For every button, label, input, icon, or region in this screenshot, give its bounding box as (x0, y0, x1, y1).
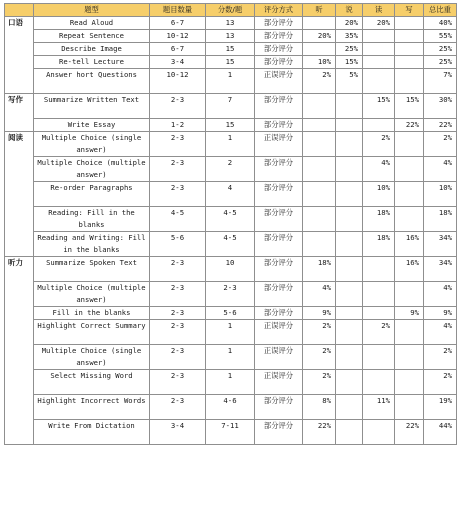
question-count-cell: 2-3 (150, 320, 206, 345)
reading-weight-cell: 20% (363, 17, 395, 30)
reading-weight-cell (363, 345, 395, 370)
total-weight-cell: 4% (424, 320, 457, 345)
writing-weight-cell (395, 43, 424, 56)
table-row (5, 157, 457, 182)
total-weight-cell: 18% (424, 207, 457, 232)
listening-weight-cell (303, 182, 336, 207)
scoring-method-cell: 部分评分 (255, 257, 303, 282)
total-weight-cell: 2% (424, 132, 457, 157)
listening-weight-cell (303, 17, 336, 30)
table-row (5, 207, 457, 232)
writing-weight-cell (395, 30, 424, 43)
scoring-method-cell: 部分评分 (255, 119, 303, 132)
task-type-cell: Reading: Fill in the blanks (34, 207, 150, 232)
header-speaking: 说 (336, 4, 363, 17)
listening-weight-cell (303, 132, 336, 157)
writing-weight-cell (395, 395, 424, 420)
writing-weight-cell (395, 132, 424, 157)
total-weight-cell: 2% (424, 370, 457, 395)
question-count-cell: 6-7 (150, 43, 206, 56)
reading-weight-cell (363, 370, 395, 395)
question-count-cell: 6-7 (150, 17, 206, 30)
scoring-method-cell: 正误评分 (255, 132, 303, 157)
header-section (5, 4, 34, 17)
table-row (5, 282, 457, 307)
scoring-method-cell: 部分评分 (255, 395, 303, 420)
writing-weight-cell: 16% (395, 257, 424, 282)
score-cell: 2 (206, 157, 255, 182)
score-cell: 4-6 (206, 395, 255, 420)
reading-weight-cell (363, 420, 395, 445)
writing-weight-cell: 22% (395, 119, 424, 132)
score-cell: 4-5 (206, 232, 255, 257)
task-type-cell: Answer hort Questions (34, 69, 150, 94)
task-type-cell: Write From Dictation (34, 420, 150, 445)
task-type-cell: Multiple Choice (multiple answer) (34, 157, 150, 182)
task-type-cell: Fill in the blanks (34, 307, 150, 320)
task-type-cell: Highlight Correct Summary (34, 320, 150, 345)
listening-weight-cell: 22% (303, 420, 336, 445)
score-cell: 15 (206, 56, 255, 69)
listening-weight-cell (303, 157, 336, 182)
listening-weight-cell (303, 119, 336, 132)
score-cell: 5-6 (206, 307, 255, 320)
speaking-weight-cell (336, 395, 363, 420)
table-row (5, 43, 457, 56)
question-count-cell: 2-3 (150, 282, 206, 307)
question-count-cell: 3-4 (150, 56, 206, 69)
reading-weight-cell: 2% (363, 132, 395, 157)
question-count-cell: 2-3 (150, 94, 206, 119)
task-type-cell: Read Aloud (34, 17, 150, 30)
question-count-cell: 10-12 (150, 30, 206, 43)
task-type-cell: Multiple Choice (single answer) (34, 345, 150, 370)
score-cell: 13 (206, 30, 255, 43)
reading-weight-cell: 2% (363, 320, 395, 345)
listening-weight-cell: 9% (303, 307, 336, 320)
listening-weight-cell (303, 43, 336, 56)
speaking-weight-cell (336, 119, 363, 132)
scoring-method-cell: 部分评分 (255, 157, 303, 182)
question-count-cell: 2-3 (150, 132, 206, 157)
speaking-weight-cell (336, 320, 363, 345)
writing-weight-cell: 16% (395, 232, 424, 257)
total-weight-cell: 55% (424, 30, 457, 43)
table-row (5, 119, 457, 132)
header-writing: 写 (395, 4, 424, 17)
speaking-weight-cell: 15% (336, 56, 363, 69)
question-count-cell: 2-3 (150, 345, 206, 370)
question-count-cell: 3-4 (150, 420, 206, 445)
scoring-method-cell: 部分评分 (255, 94, 303, 119)
writing-weight-cell: 22% (395, 420, 424, 445)
pte-scoring-table (4, 3, 457, 445)
total-weight-cell: 4% (424, 282, 457, 307)
speaking-weight-cell (336, 257, 363, 282)
scoring-method-cell: 正误评分 (255, 320, 303, 345)
scoring-method-cell: 部分评分 (255, 420, 303, 445)
task-type-cell: Summarize Written Text (34, 94, 150, 119)
score-cell: 1 (206, 345, 255, 370)
header-question-count: 题目数量 (150, 4, 206, 17)
task-type-cell: Summarize Spoken Text (34, 257, 150, 282)
task-type-cell: Reading and Writing: Fill in the blanks (34, 232, 150, 257)
reading-weight-cell (363, 30, 395, 43)
score-cell: 13 (206, 17, 255, 30)
total-weight-cell: 25% (424, 56, 457, 69)
scoring-method-cell: 部分评分 (255, 282, 303, 307)
question-count-cell: 2-3 (150, 395, 206, 420)
question-count-cell: 2-3 (150, 182, 206, 207)
score-cell: 15 (206, 119, 255, 132)
scoring-method-cell: 部分评分 (255, 56, 303, 69)
table-row (5, 370, 457, 395)
speaking-weight-cell (336, 282, 363, 307)
task-type-cell: Select Missing Word (34, 370, 150, 395)
reading-weight-cell (363, 307, 395, 320)
scoring-method-cell: 部分评分 (255, 232, 303, 257)
score-cell: 2-3 (206, 282, 255, 307)
table-row (5, 30, 457, 43)
speaking-weight-cell (336, 132, 363, 157)
table-row (5, 182, 457, 207)
total-weight-cell: 25% (424, 43, 457, 56)
task-type-cell: Write Essay (34, 119, 150, 132)
header-score-per-question: 分数/题 (206, 4, 255, 17)
score-cell: 4 (206, 182, 255, 207)
scoring-method-cell: 部分评分 (255, 43, 303, 56)
task-type-cell: Multiple Choice (single answer) (34, 132, 150, 157)
table-row (5, 132, 457, 157)
writing-weight-cell (395, 17, 424, 30)
task-type-cell: Multiple Choice (multiple answer) (34, 282, 150, 307)
listening-weight-cell: 2% (303, 345, 336, 370)
listening-weight-cell: 2% (303, 320, 336, 345)
scoring-method-cell: 正误评分 (255, 69, 303, 94)
reading-weight-cell (363, 282, 395, 307)
speaking-weight-cell (336, 207, 363, 232)
writing-weight-cell (395, 157, 424, 182)
question-count-cell: 5-6 (150, 232, 206, 257)
score-cell: 10 (206, 257, 255, 282)
score-cell: 7 (206, 94, 255, 119)
writing-weight-cell (395, 182, 424, 207)
question-count-cell: 4-5 (150, 207, 206, 232)
question-count-cell: 2-3 (150, 257, 206, 282)
scoring-method-cell: 部分评分 (255, 17, 303, 30)
header-reading: 读 (363, 4, 395, 17)
reading-weight-cell: 11% (363, 395, 395, 420)
writing-weight-cell: 9% (395, 307, 424, 320)
writing-weight-cell: 15% (395, 94, 424, 119)
speaking-weight-cell: 20% (336, 17, 363, 30)
table-row (5, 56, 457, 69)
total-weight-cell: 34% (424, 232, 457, 257)
task-type-cell: Re-tell Lecture (34, 56, 150, 69)
reading-weight-cell: 18% (363, 207, 395, 232)
header-row (5, 4, 457, 17)
table-row (5, 257, 457, 282)
section-label: 听力 (5, 257, 34, 445)
scoring-method-cell: 部分评分 (255, 307, 303, 320)
writing-weight-cell (395, 320, 424, 345)
reading-weight-cell: 15% (363, 94, 395, 119)
question-count-cell: 2-3 (150, 307, 206, 320)
scoring-method-cell: 部分评分 (255, 207, 303, 232)
section-label: 写作 (5, 94, 34, 132)
table-header (5, 4, 457, 17)
reading-weight-cell (363, 119, 395, 132)
reading-weight-cell (363, 43, 395, 56)
total-weight-cell: 10% (424, 182, 457, 207)
writing-weight-cell (395, 345, 424, 370)
speaking-weight-cell: 35% (336, 30, 363, 43)
total-weight-cell: 19% (424, 395, 457, 420)
table-row (5, 345, 457, 370)
table-body (5, 17, 457, 445)
header-scoring-method: 评分方式 (255, 4, 303, 17)
total-weight-cell: 40% (424, 17, 457, 30)
listening-weight-cell (303, 94, 336, 119)
listening-weight-cell: 10% (303, 56, 336, 69)
score-cell: 1 (206, 69, 255, 94)
table-row (5, 320, 457, 345)
total-weight-cell: 2% (424, 345, 457, 370)
header-total-weight: 总比重 (424, 4, 457, 17)
reading-weight-cell (363, 56, 395, 69)
reading-weight-cell: 10% (363, 182, 395, 207)
question-count-cell: 1-2 (150, 119, 206, 132)
speaking-weight-cell (336, 94, 363, 119)
listening-weight-cell: 18% (303, 257, 336, 282)
speaking-weight-cell (336, 345, 363, 370)
question-count-cell: 10-12 (150, 69, 206, 94)
writing-weight-cell (395, 69, 424, 94)
table-row (5, 94, 457, 119)
reading-weight-cell (363, 69, 395, 94)
question-count-cell: 2-3 (150, 157, 206, 182)
listening-weight-cell: 4% (303, 282, 336, 307)
speaking-weight-cell (336, 157, 363, 182)
reading-weight-cell: 18% (363, 232, 395, 257)
listening-weight-cell: 8% (303, 395, 336, 420)
task-type-cell: Re-order Paragraphs (34, 182, 150, 207)
writing-weight-cell (395, 282, 424, 307)
task-type-cell: Describe Image (34, 43, 150, 56)
speaking-weight-cell (336, 307, 363, 320)
total-weight-cell: 7% (424, 69, 457, 94)
question-count-cell: 2-3 (150, 370, 206, 395)
task-type-cell: Highlight Incorrect Words (34, 395, 150, 420)
score-cell: 15 (206, 43, 255, 56)
score-cell: 1 (206, 132, 255, 157)
section-label: 阅读 (5, 132, 34, 257)
listening-weight-cell: 2% (303, 370, 336, 395)
total-weight-cell: 22% (424, 119, 457, 132)
score-cell: 4-5 (206, 207, 255, 232)
listening-weight-cell: 20% (303, 30, 336, 43)
writing-weight-cell (395, 56, 424, 69)
scoring-method-cell: 部分评分 (255, 30, 303, 43)
table-row (5, 307, 457, 320)
score-cell: 1 (206, 320, 255, 345)
speaking-weight-cell: 25% (336, 43, 363, 56)
scoring-method-cell: 正误评分 (255, 370, 303, 395)
table-row (5, 395, 457, 420)
table-row (5, 232, 457, 257)
speaking-weight-cell: 5% (336, 69, 363, 94)
total-weight-cell: 44% (424, 420, 457, 445)
speaking-weight-cell (336, 370, 363, 395)
listening-weight-cell: 2% (303, 69, 336, 94)
total-weight-cell: 34% (424, 257, 457, 282)
table-row (5, 420, 457, 445)
listening-weight-cell (303, 207, 336, 232)
speaking-weight-cell (336, 420, 363, 445)
reading-weight-cell (363, 257, 395, 282)
writing-weight-cell (395, 207, 424, 232)
scoring-method-cell: 部分评分 (255, 182, 303, 207)
scoring-method-cell: 正误评分 (255, 345, 303, 370)
total-weight-cell: 9% (424, 307, 457, 320)
score-cell: 1 (206, 370, 255, 395)
reading-weight-cell: 4% (363, 157, 395, 182)
header-task-type: 题型 (34, 4, 150, 17)
score-cell: 7-11 (206, 420, 255, 445)
header-listening: 听 (303, 4, 336, 17)
writing-weight-cell (395, 370, 424, 395)
speaking-weight-cell (336, 232, 363, 257)
table-row (5, 69, 457, 94)
total-weight-cell: 30% (424, 94, 457, 119)
listening-weight-cell (303, 232, 336, 257)
speaking-weight-cell (336, 182, 363, 207)
task-type-cell: Repeat Sentence (34, 30, 150, 43)
section-label: 口语 (5, 17, 34, 94)
table-row (5, 17, 457, 30)
total-weight-cell: 4% (424, 157, 457, 182)
